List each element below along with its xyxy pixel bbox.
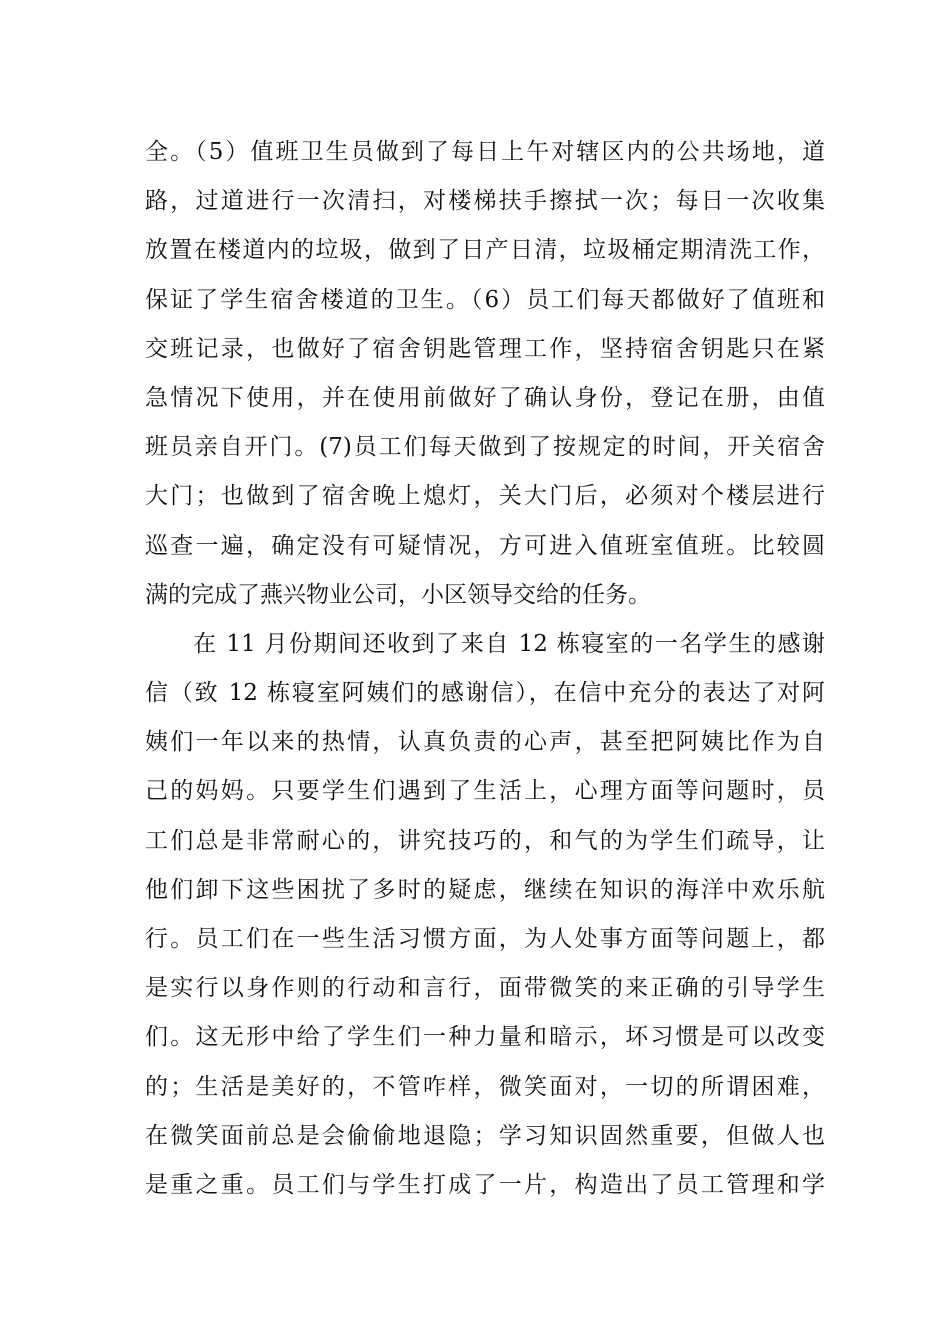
paragraph-2-line-12: 是重之重。员工们与学生打成了一片，构造出了员工管理和学 [145,1171,825,1198]
paragraph-1-line-4: 保证了学生宿舍楼道的卫生。（6）员工们每天都做好了值班和 [145,286,825,313]
paragraph-2-line-11: 在微笑面前总是会偷偷地退隐；学习知识固然重要，但做人也 [145,1122,825,1149]
paragraph-1-line-2: 路，过道进行一次清扫，对楼梯扶手擦拭一次；每日一次收集 [145,188,825,215]
paragraph-1-line-5: 交班记录，也做好了宿舍钥匙管理工作，坚持宿舍钥匙只在紧 [145,335,825,362]
paragraph-1-line-7: 班员亲自开门。(7)员工们每天做到了按规定的时间，开关宿舍 [145,434,825,461]
paragraph-2-line-1: 在 11 月份期间还收到了来自 12 栋寝室的一名学生的感谢 [193,630,825,657]
paragraph-1-line-10: 满的完成了燕兴物业公司，小区领导交给的任务。 [145,581,651,608]
paragraph-2-line-8: 是实行以身作则的行动和言行，面带微笑的来正确的引导学生 [145,975,825,1002]
paragraph-1-line-6: 急情况下使用，并在使用前做好了确认身份，登记在册，由值 [145,384,825,411]
paragraph-2-line-2: 信（致 12 栋寝室阿姨们的感谢信），在信中充分的表达了对阿 [145,680,825,707]
paragraph-1-line-8: 大门；也做到了宿舍晚上熄灯，关大门后，必须对个楼层进行 [145,483,825,510]
paragraph-2-line-6: 他们卸下这些困扰了多时的疑虑，继续在知识的海洋中欢乐航 [145,876,825,903]
paragraph-2-line-5: 工们总是非常耐心的，讲究技巧的，和气的为学生们疏导，让 [145,827,825,854]
paragraph-2-line-9: 们。这无形中给了学生们一种力量和暗示，坏习惯是可以改变 [145,1024,825,1051]
paragraph-2-line-3: 姨们一年以来的热情，认真负责的心声，甚至把阿姨比作为自 [145,729,825,756]
paragraph-2-line-4: 己的妈妈。只要学生们遇到了生活上，心理方面等问题时，员 [145,778,825,805]
paragraph-1-line-3: 放置在楼道内的垃圾，做到了日产日清，垃圾桶定期清洗工作， [145,237,825,264]
paragraph-2-line-10: 的；生活是美好的，不管咋样，微笑面对，一切的所谓困难， [145,1073,825,1100]
paragraph-1-line-9: 巡查一遍，确定没有可疑情况，方可进入值班室值班。比较圆 [145,532,825,559]
paragraph-2-line-7: 行。员工们在一些生活习惯方面，为人处事方面等问题上，都 [145,926,825,952]
paragraph-1-line-1: 全。（5）值班卫生员做到了每日上午对辖区内的公共场地，道 [145,139,825,165]
document-body [145,128,825,1210]
